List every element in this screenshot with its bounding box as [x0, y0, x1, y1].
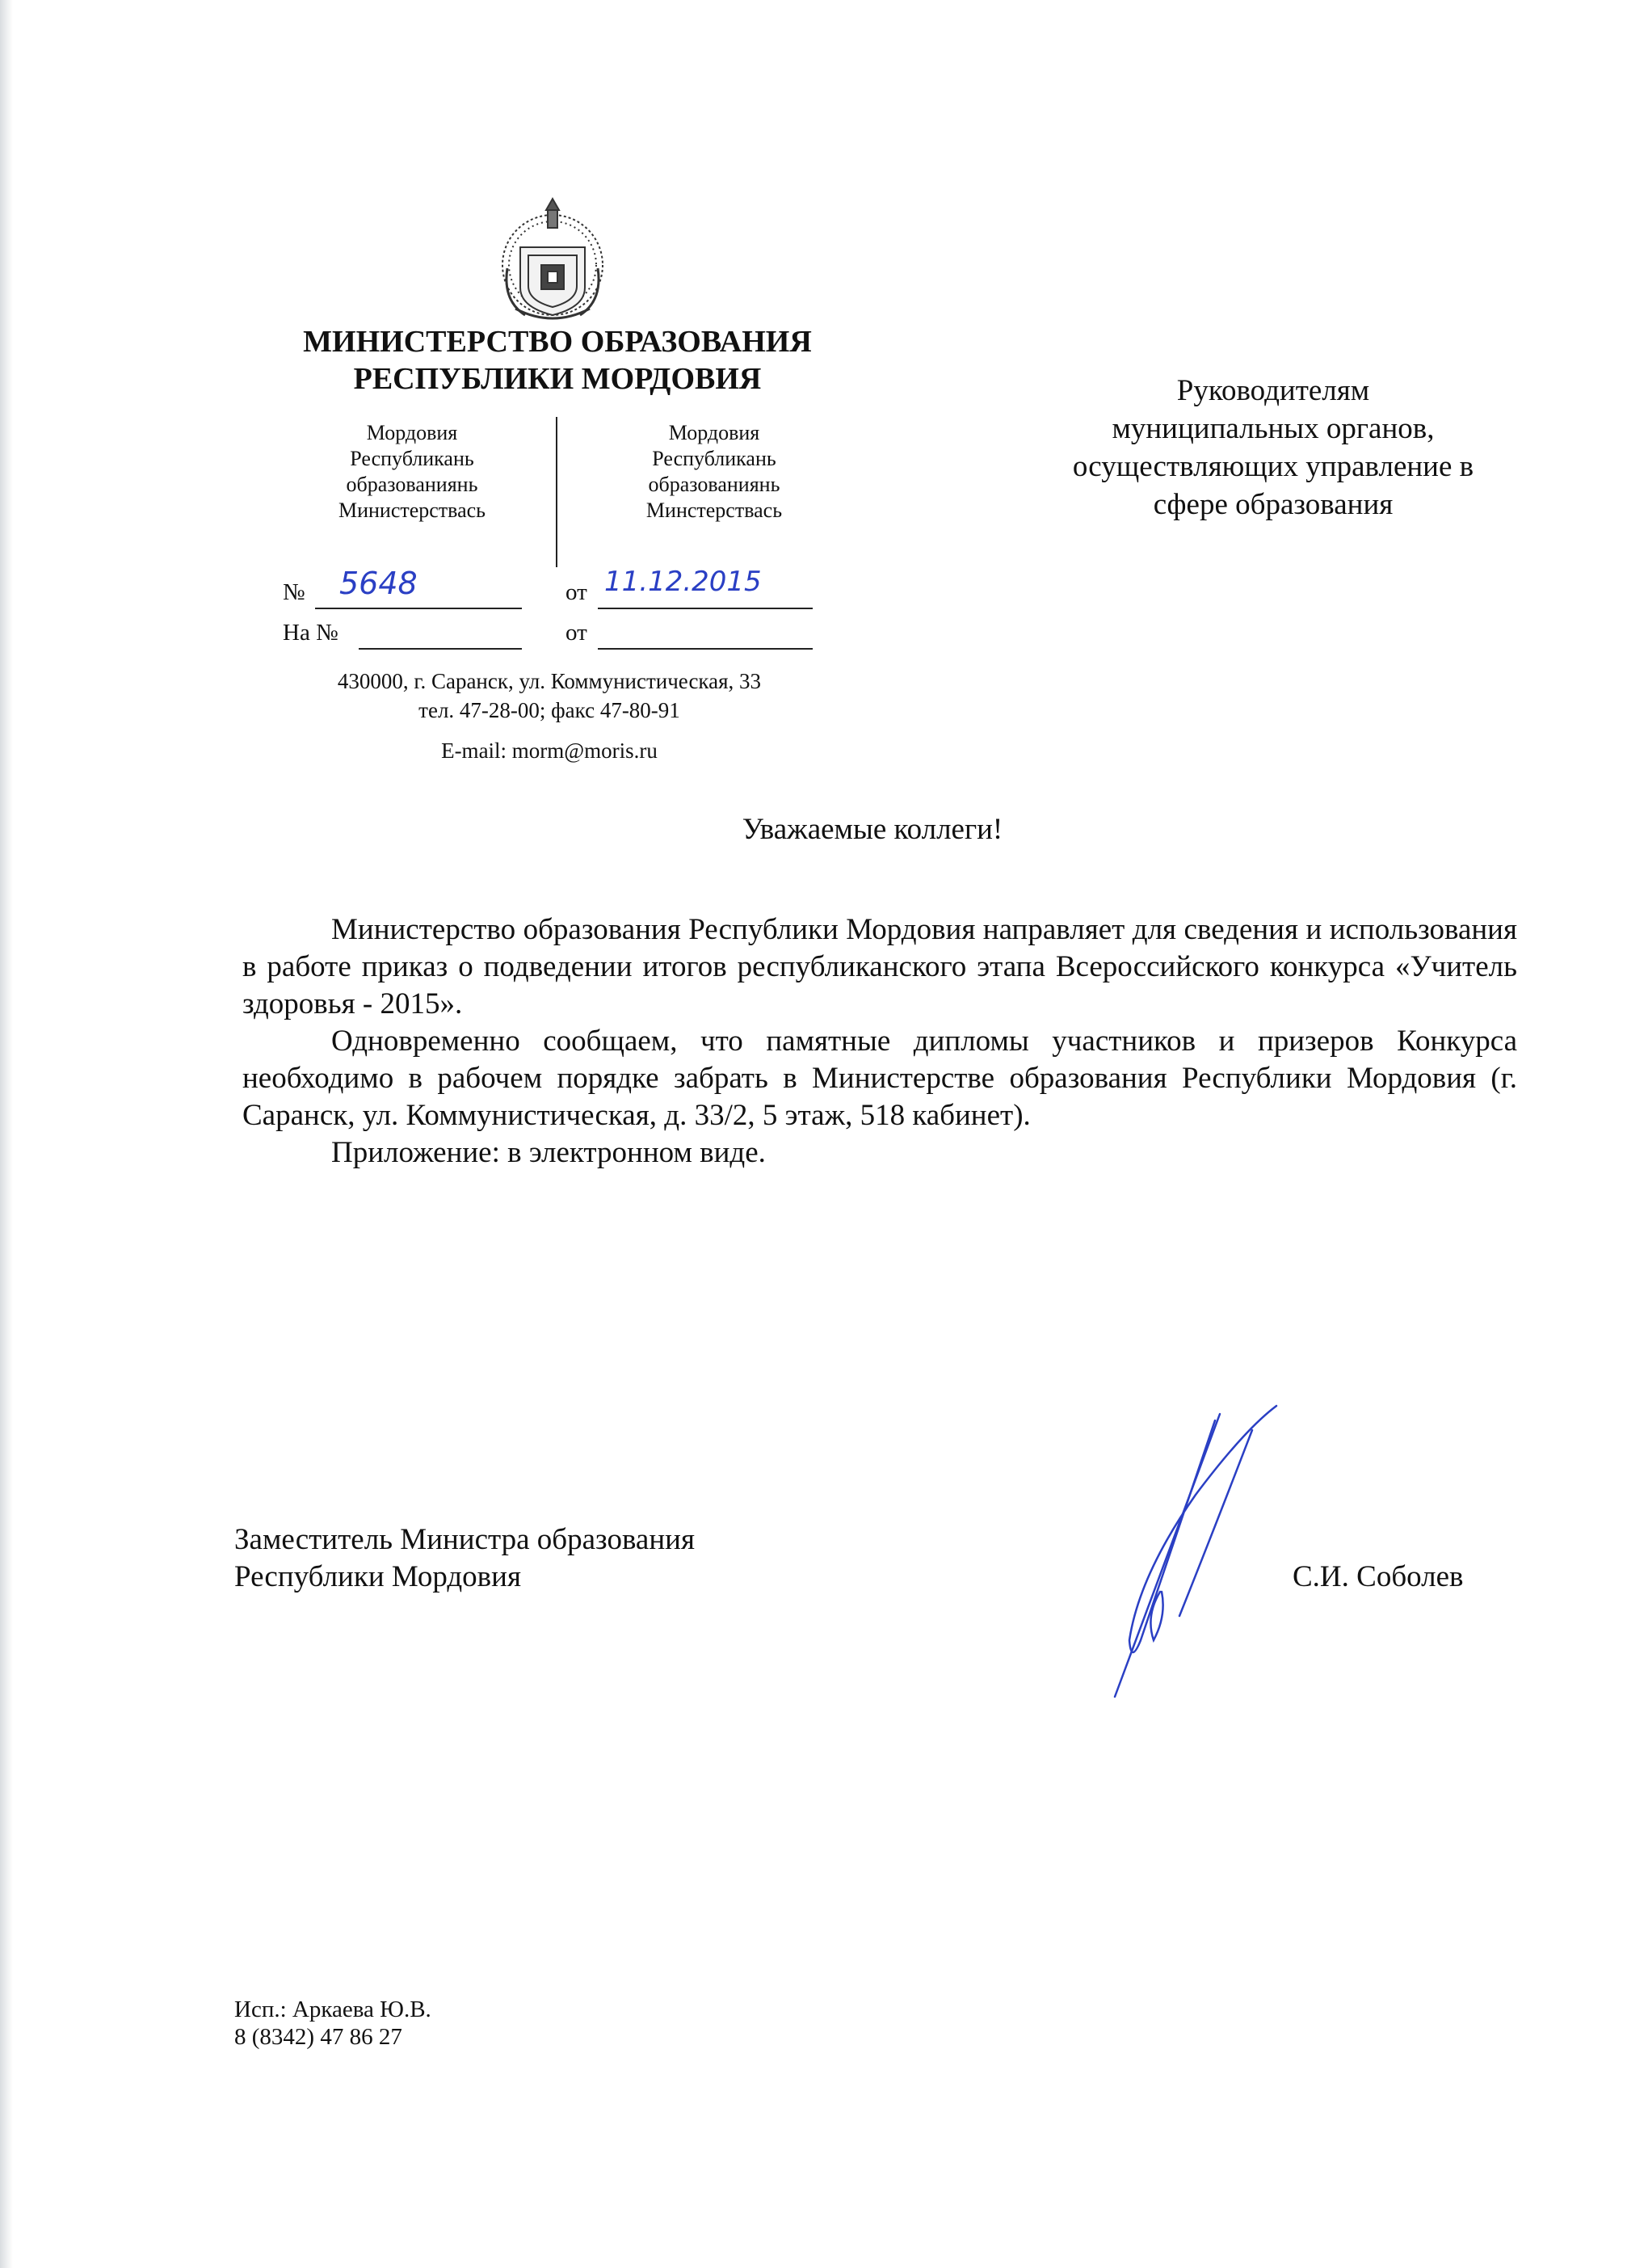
coat-of-arms-icon — [483, 187, 622, 331]
handwritten-signature — [1083, 1398, 1293, 1705]
addressee-line: осуществляющих управление в — [1072, 450, 1474, 483]
reply-number-label: На № — [283, 620, 338, 646]
signatory-name: С.И. Соболев — [1293, 1560, 1464, 1593]
signatory-position — [234, 1521, 695, 1596]
ministry-title-line1: МИНИСТЕРСТВО ОБРАЗОВАНИЯ — [303, 325, 812, 359]
ministry-name-mordovian-right — [613, 420, 815, 524]
lang-right-line: Мордовия — [668, 421, 760, 444]
addressee-line: Руководителям — [1176, 374, 1370, 407]
reg-number-value: 5648 — [339, 566, 418, 601]
ministry-name-mordovian-left — [311, 420, 513, 524]
ministry-address: 430000, г. Саранск, ул. Коммунистическая, 33 — [337, 669, 762, 693]
executor-phone: 8 (8342) 47 86 27 — [234, 2024, 402, 2050]
executor-block — [234, 1996, 431, 2051]
signatory-position-line1: Заместитель Министра образования — [234, 1523, 695, 1556]
addressee-line: сфере образования — [1153, 488, 1394, 521]
ministry-email: E-mail: morm@moris.ru — [441, 738, 658, 763]
lang-right-line: образованиянь — [648, 473, 780, 496]
executor-name: Исп.: Аркаева Ю.В. — [234, 1997, 431, 2022]
addressee-line: муниципальных органов, — [1112, 412, 1435, 445]
reply-date-line — [598, 619, 813, 650]
ministry-phone: тел. 47-28-00; факс 47-80-91 — [418, 698, 680, 722]
body-paragraph: Приложение: в электронном виде. — [331, 1136, 766, 1169]
letter-body — [242, 911, 1517, 1172]
lang-left-line: Министерствась — [338, 499, 486, 522]
addressee-block — [998, 372, 1548, 524]
ministry-title — [242, 323, 872, 398]
lang-right-line: Минстерствась — [645, 499, 783, 522]
scan-edge-shadow — [0, 0, 13, 2268]
lang-right-line: Республикань — [652, 447, 776, 470]
ministry-title-line2: РЕСПУБЛИКИ МОРДОВИЯ — [353, 362, 762, 396]
lang-left-line: Мордовия — [366, 421, 458, 444]
reply-date-label: от — [565, 620, 587, 646]
signatory-position-line2: Республики Мордовия — [234, 1560, 521, 1593]
body-paragraph: Министерство образования Республики Мордовия направляет для сведения и использования в работе приказ о подведении итогов республиканского этапа Всероссийского конкурса «Учитель здоровья - 2015». — [242, 913, 1517, 1020]
reg-number-label: № — [283, 579, 305, 605]
body-paragraph: Одновременно сообщаем, что памятные дипломы участников и призеров Конкурса необходимо в рабочем порядке забрать в Министерстве образования Республики Мордовия (г. Саранск, ул. Коммунистическая, д. 33/2, 5 этаж, 518 кабинет). — [242, 1025, 1517, 1132]
header-divider — [556, 417, 557, 567]
lang-left-line: образованиянь — [346, 473, 478, 496]
lang-left-line: Республикань — [350, 447, 474, 470]
reg-date-value: 11.12.2015 — [604, 566, 762, 598]
reg-date-label: от — [565, 579, 587, 605]
salutation: Уважаемые коллеги! — [742, 813, 1003, 846]
reply-number-line — [359, 619, 522, 650]
